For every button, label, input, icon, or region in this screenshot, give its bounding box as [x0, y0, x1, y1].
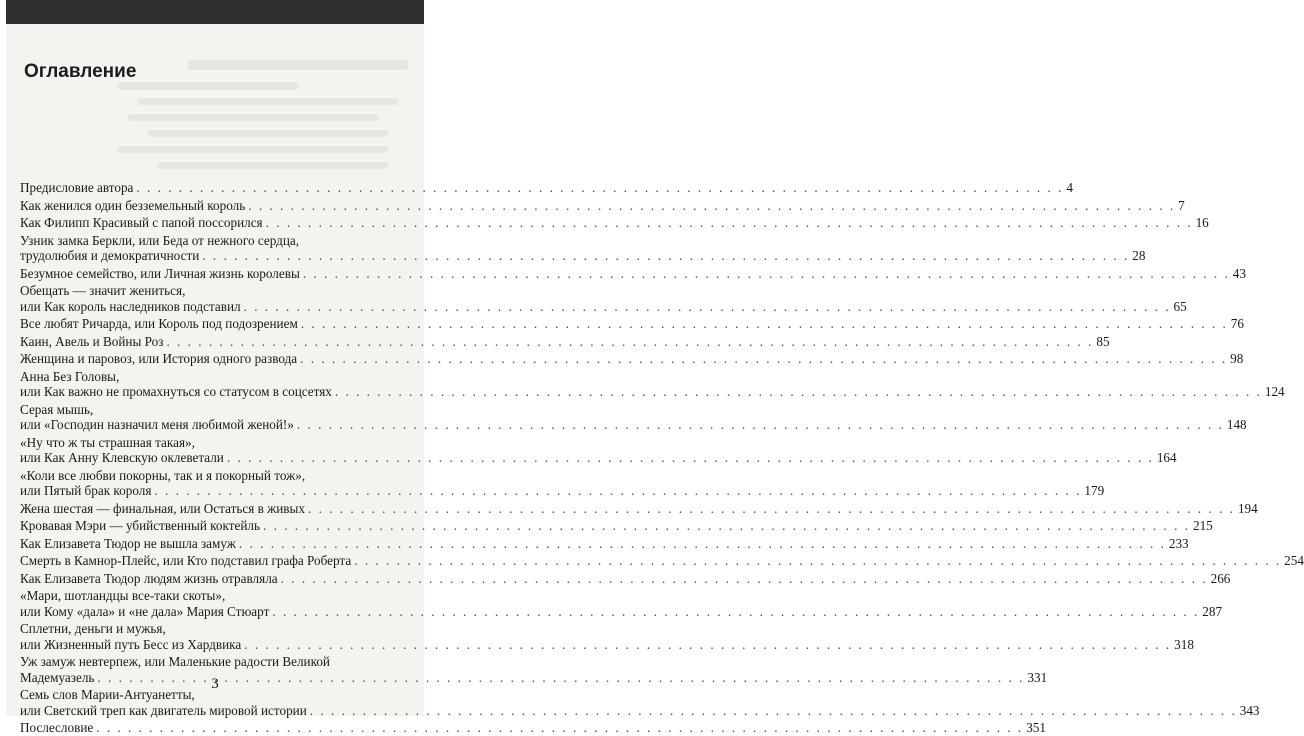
toc-entry — [20, 333, 1110, 350]
toc-entry-title: Кровавая Мэри — убийственный коктейль — [20, 518, 261, 533]
toc-entry-page: 351 — [1026, 720, 1046, 735]
toc-entry-title: Предисловие автора — [20, 180, 134, 195]
toc-entry-title: Узник замка Беркли, или Беда от нежного сердца, — [20, 232, 300, 248]
toc-entry-page: 28 — [1132, 248, 1146, 263]
dot-leader — [96, 720, 1023, 736]
dot-leader — [263, 518, 1190, 534]
show-through-text — [118, 58, 418, 188]
dot-leader — [136, 180, 1063, 196]
dot-leader — [154, 483, 1081, 499]
toc-entry-page: 164 — [1156, 450, 1177, 465]
toc-entry-page: 287 — [1202, 603, 1223, 619]
toc-entry — [20, 535, 1189, 552]
toc-entry-page: 85 — [1096, 333, 1110, 349]
toc-entry-title: Как Филипп Красивый с папой поссорился — [20, 215, 263, 230]
toc-entry-page: 194 — [1237, 500, 1258, 516]
toc-entry-page: 76 — [1230, 316, 1244, 331]
dot-leader — [300, 351, 1227, 367]
toc-entry — [20, 518, 1213, 534]
toc-entry-title: Все любят Ричарда, или Король под подозрением — [20, 316, 298, 331]
toc-entry — [20, 621, 1194, 652]
toc-entry-title: или Как Анну Клевскую оклеветали — [20, 450, 224, 465]
dot-leader — [335, 384, 1262, 400]
toc-entry-page: 343 — [1239, 702, 1260, 718]
toc-entry-title: Смерть в Камнор-Плейс, или Кто подставил графа Роберта — [20, 553, 352, 568]
toc-entry-title: «Мари, шотландцы все-таки скоты», — [20, 588, 226, 603]
dot-leader — [272, 604, 1199, 620]
toc-entry-title: или Пятый брак короля — [20, 483, 152, 498]
toc-entry-title: Анна Без Головы, — [20, 368, 120, 384]
toc-entry — [20, 232, 1146, 264]
toc-entry — [20, 401, 1247, 433]
toc-entry-title: Семь слов Марии-Антуанетты, — [20, 687, 195, 702]
dot-leader — [227, 450, 1154, 466]
toc-entry — [20, 467, 1105, 499]
toc-entry — [20, 570, 1231, 587]
toc-entry-title: или Кому «дала» и «не дала» Мария Стюарт — [20, 603, 270, 619]
dot-leader — [202, 248, 1129, 264]
toc-entry — [20, 500, 1258, 517]
toc-entry — [20, 215, 1209, 231]
toc-entry — [20, 283, 1187, 314]
toc-entry-title: Сплетни, деньги и мужья, — [20, 621, 166, 636]
dot-leader — [266, 215, 1193, 231]
toc-entry — [20, 368, 1285, 400]
toc-entry-title: Серая мышь, — [20, 401, 94, 417]
toc-entry-page: 266 — [1210, 570, 1231, 586]
toc-entry-title: «Коли все любви покорны, так и я покорный тож», — [20, 467, 306, 483]
toc-entry-title: Жена шестая — финальная, или Остаться в живых — [20, 500, 305, 516]
toc-entry-page: 98 — [1230, 351, 1244, 366]
toc-entry — [20, 316, 1244, 332]
toc-entry-title: или «Господин назначил меня любимой женой!» — [20, 417, 294, 432]
toc-entry — [20, 434, 1177, 466]
toc-entry-page: 124 — [1264, 384, 1285, 399]
toc-entry-title: Обещать — значит жениться, — [20, 283, 186, 298]
toc-entry-page: 233 — [1168, 535, 1189, 551]
toc-entry-title: Каин, Авель и Войны Роз — [20, 333, 164, 349]
dot-leader — [354, 553, 1281, 569]
toc-entry-page: 65 — [1173, 298, 1187, 314]
toc-entry — [20, 588, 1223, 619]
toc-entry-page: 215 — [1192, 518, 1213, 533]
toc-entry-page: 331 — [1027, 669, 1048, 685]
toc-entry — [20, 180, 1073, 196]
toc-entry — [20, 197, 1185, 214]
toc-entry — [20, 720, 1046, 736]
toc-entry-title: трудолюбия и демократичности — [20, 248, 200, 263]
toc-entry-page: 179 — [1084, 483, 1105, 498]
toc-entry-title: или Светский треп как двигатель мировой истории — [20, 702, 307, 718]
toc-entry-title: Послесловие — [20, 720, 94, 735]
toc-entry-page: 254 — [1284, 553, 1304, 568]
toc-entry-page: 16 — [1195, 215, 1209, 230]
dot-leader — [308, 501, 1235, 517]
dot-leader — [239, 536, 1166, 552]
dot-leader — [244, 299, 1171, 315]
toc-entry-title: «Ну что ж ты страшная такая», — [20, 434, 195, 450]
toc-entry-page: 318 — [1174, 636, 1194, 652]
toc-entry-title: Как Елизавета Тюдор не вышла замуж — [20, 535, 236, 551]
toc-entry-page: 7 — [1178, 197, 1185, 213]
toc-entry-title: Как Елизавета Тюдор людям жизнь отравляла — [20, 570, 278, 586]
dot-leader — [297, 417, 1224, 433]
toc-entry-title: Женщина и паровоз, или История одного развода — [20, 351, 298, 366]
toc-entry — [20, 265, 1246, 282]
book-page — [6, 0, 1304, 735]
toc-entry-title: или Как важно не промахнуться со статусом в соцсетях — [20, 384, 332, 399]
dot-leader — [244, 637, 1171, 653]
toc-entry-page: 43 — [1232, 265, 1246, 281]
toc-entry — [20, 351, 1244, 367]
dot-leader — [303, 266, 1230, 282]
page-number: 3 — [211, 676, 219, 692]
toc-entry-page: 148 — [1226, 417, 1247, 432]
dot-leader — [166, 334, 1093, 350]
table-of-contents — [20, 180, 1304, 736]
dot-leader — [310, 703, 1237, 719]
page-header-bar — [6, 0, 424, 24]
toc-heading: Оглавление — [24, 61, 137, 82]
dot-leader — [301, 316, 1228, 332]
toc-entry — [20, 553, 1304, 569]
toc-entry-title: или Как король наследников подставил — [20, 298, 241, 314]
toc-entry-title: Мадемуазель — [20, 669, 95, 685]
toc-entry-title: или Жизненный путь Бесс из Хардвика — [20, 636, 242, 652]
toc-entry-title: Как женился один безземельный король — [20, 197, 246, 213]
toc-entry-title: Безумное семейство, или Личная жизнь королевы — [20, 265, 300, 281]
dot-leader — [281, 571, 1208, 587]
dot-leader — [248, 198, 1175, 214]
toc-entry-page: 4 — [1066, 180, 1073, 195]
toc-entry-title: Уж замуж невтерпеж, или Маленькие радости Великой — [20, 654, 330, 669]
